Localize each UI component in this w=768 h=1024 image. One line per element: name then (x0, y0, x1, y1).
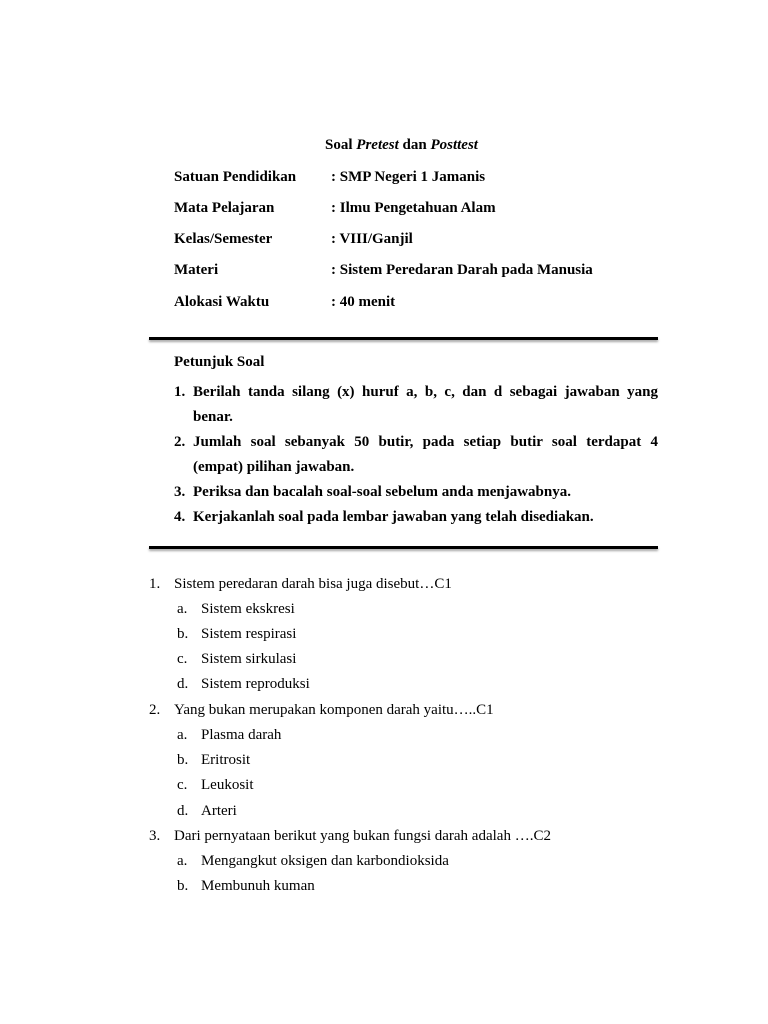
option-letter: b. (177, 626, 189, 642)
instruction-number: 3. (174, 484, 186, 500)
info-value: : SMP Negeri 1 Jamanis (331, 169, 486, 185)
question-text: Dari pernyataan berikut yang bukan fungsi darah adalah ….C2 (174, 828, 551, 844)
page-title (0, 137, 768, 154)
question-number: 1. (149, 576, 161, 592)
info-label: Materi (174, 262, 219, 278)
info-value: : 40 menit (331, 294, 396, 310)
title-prefix: Soal (325, 137, 357, 153)
option-text: Membunuh kuman (201, 878, 315, 894)
option-letter: a. (177, 727, 188, 743)
instruction-text: Periksa dan bacalah soal-soal sebelum anda menjawabnya. (193, 484, 571, 500)
option-letter: b. (177, 878, 189, 894)
instructions-heading: Petunjuk Soal (174, 354, 265, 370)
title-posttest: Posttest (430, 137, 478, 153)
instruction-text: Berilah tanda silang (x) huruf a, b, c, dan d sebagai jawaban yang (193, 384, 658, 400)
option-letter: c. (177, 777, 188, 793)
title-pretest: Pretest (356, 137, 399, 153)
option-text: Sistem respirasi (201, 626, 297, 642)
option-text: Sistem ekskresi (201, 601, 295, 617)
info-label: Alokasi Waktu (174, 294, 270, 310)
instruction-text-cont: benar. (193, 409, 233, 425)
option-text: Sistem sirkulasi (201, 651, 297, 667)
divider-bottom (149, 546, 658, 549)
option-letter: c. (177, 651, 188, 667)
option-text: Sistem reproduksi (201, 676, 310, 692)
option-text: Eritrosit (201, 752, 251, 768)
instruction-number: 2. (174, 434, 186, 450)
info-value: : VIII/Ganjil (331, 231, 413, 247)
option-letter: b. (177, 752, 189, 768)
option-text: Plasma darah (201, 727, 282, 743)
option-letter: d. (177, 803, 189, 819)
info-label: Mata Pelajaran (174, 200, 275, 216)
option-text: Arteri (201, 803, 237, 819)
option-letter: a. (177, 601, 188, 617)
info-value: : Ilmu Pengetahuan Alam (331, 200, 496, 216)
question-text: Sistem peredaran darah bisa juga disebut…C1 (174, 576, 452, 592)
instruction-text: Jumlah soal sebanyak 50 butir, pada setiap butir soal terdapat 4 (193, 434, 658, 450)
info-label: Kelas/Semester (174, 231, 273, 247)
instruction-number: 1. (174, 384, 186, 400)
option-text: Mengangkut oksigen dan karbondioksida (201, 853, 449, 869)
instruction-text: Kerjakanlah soal pada lembar jawaban yang telah disediakan. (193, 509, 594, 525)
option-text: Leukosit (201, 777, 254, 793)
option-letter: a. (177, 853, 188, 869)
question-number: 3. (149, 828, 161, 844)
instruction-number: 4. (174, 509, 186, 525)
info-label: Satuan Pendidikan (174, 169, 297, 185)
divider-top (149, 337, 658, 340)
instruction-text-cont: (empat) pilihan jawaban. (193, 459, 355, 475)
info-value: : Sistem Peredaran Darah pada Manusia (331, 262, 593, 278)
option-letter: d. (177, 676, 189, 692)
title-middle: dan (398, 137, 431, 153)
question-number: 2. (149, 702, 161, 718)
question-text: Yang bukan merupakan komponen darah yaitu…..C1 (174, 702, 494, 718)
